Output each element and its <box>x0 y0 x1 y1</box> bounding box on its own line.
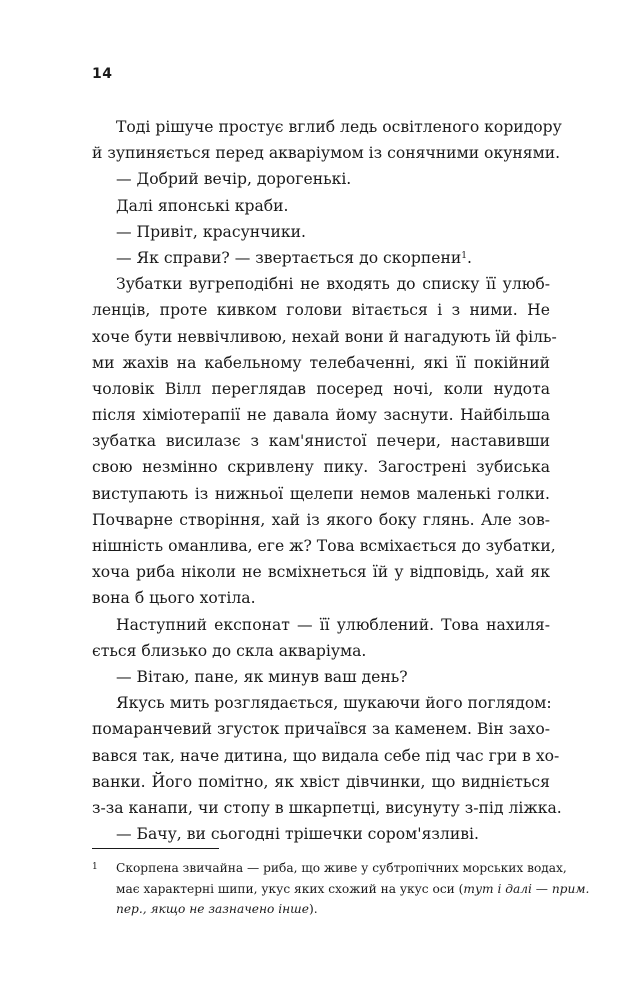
text-line: — Як справи? — звертається до скорпени$^1$. <box>116 248 472 267</box>
text-line: свою незмінно скривлену пику. Загострені зубиська <box>92 458 550 477</box>
footnote-reference: 1 <box>461 250 468 261</box>
text-line: вона б цього хотіла. <box>92 589 256 608</box>
text-line: й зупиняється перед акваріумом із сонячними окунями. <box>92 144 561 163</box>
text-line: Якусь мить розглядається, шукаючи його поглядом: <box>116 694 552 713</box>
body-text <box>92 114 562 847</box>
footnote-mark: 1 <box>92 862 98 872</box>
text-line: ється близько до скла акваріума. <box>92 641 367 660</box>
text-line: — Бачу, ви сьогодні трішечки сором'язливі. <box>116 825 479 844</box>
footnote-text: має характерні шипи, укус яких схожий на укус оси ( <box>116 881 464 896</box>
text-line: Наступний експонат — її улюблений. Това нахиля- <box>116 615 550 634</box>
text-line-content: — Як справи? — звертається до скорпени <box>116 248 462 267</box>
text-line: чоловік Вілл переглядав посеред ночі, коли нудота <box>92 379 550 398</box>
text-line: Зубатки вугреподібні не входять до списку її улюб- <box>116 275 550 294</box>
text-line: — Вітаю, пане, як минув ваш день? <box>116 667 408 686</box>
page-number: 14 <box>92 66 113 82</box>
text-line: Почварне створіння, хай із якого боку глянь. Але зов- <box>92 510 550 529</box>
text-line: вався так, наче дитина, що видала себе під час гри в хо- <box>92 746 560 765</box>
footnote-italic-text: пер., якщо не зазначено інше <box>116 902 309 917</box>
text-line: Тоді рішуче простує вглиб ледь освітленого коридору <box>116 118 562 136</box>
footnote-italic-text: тут і далі — прим. <box>463 881 590 896</box>
text-line: ми жахів на кабельному телебаченні, які її покійний <box>92 353 550 372</box>
text-line: хоче бути неввічливою, нехай вони й нагадують їй філь- <box>92 327 557 346</box>
footnote-line <box>92 899 550 920</box>
text-line: нішність оманлива, еге ж? Това всміхається до зубатки, <box>92 537 556 555</box>
text-line: ванки. Його помітно, як хвіст дівчинки, що видніється <box>92 772 550 791</box>
text-line: з-за канапи, чи стопу в шкарпетці, висунуту з-під ліжка. <box>92 798 562 817</box>
text-line: виступають із нижньої щелепи немов маленькі голки. <box>92 484 550 503</box>
footnote-divider <box>92 848 219 849</box>
text-line: — Добрий вечір, дорогенькі. <box>116 170 352 189</box>
text-line: Далі японські краби. <box>116 196 289 215</box>
text-line: після хіміотерапії не давала йому заснути. Найбільша <box>92 406 550 425</box>
text-line: ленців, проте кивком голови вітається і з ними. Не <box>92 301 550 320</box>
footnote-line: Скорпена звичайна — риба, що живе у субтропічних морських водах, <box>116 861 567 875</box>
footnote-line <box>92 879 590 900</box>
footnote-text: ). <box>308 902 318 917</box>
text-line: хоча риба ніколи не всміхнеться їй у відповідь, хай як <box>92 563 550 582</box>
text-line: — Привіт, красунчики. <box>116 222 306 241</box>
footnote <box>92 858 590 920</box>
text-line: помаранчевий згусток причаївся за каменем. Він захо- <box>92 720 550 739</box>
text-line: зубатка висилазє з кам'янистої печери, наставивши <box>92 432 550 451</box>
